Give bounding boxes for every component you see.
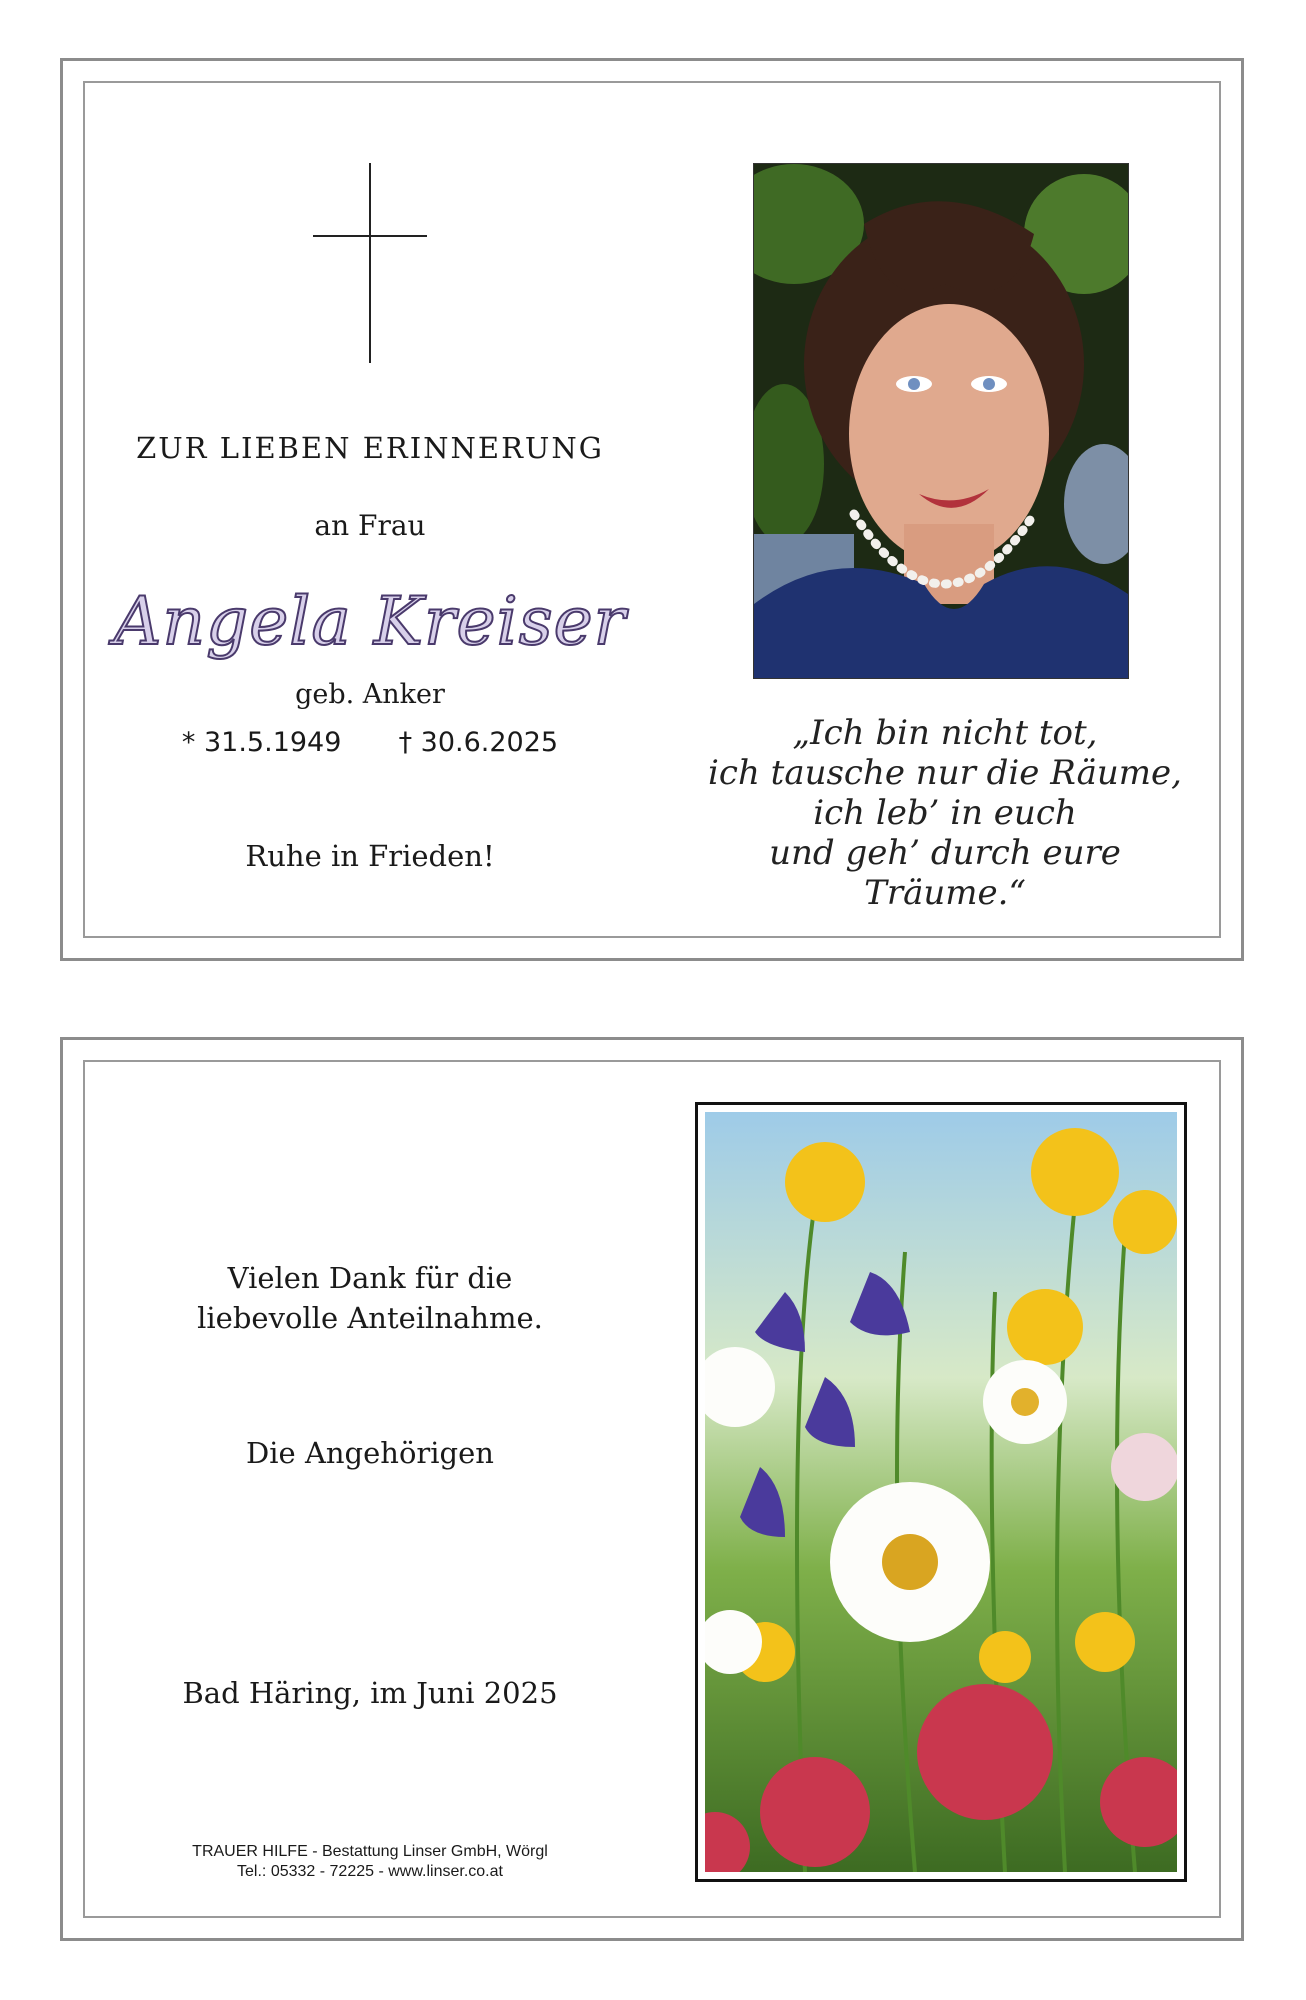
place-date: Bad Häring, im Juni 2025 bbox=[182, 1676, 558, 1710]
intro-text: an Frau bbox=[314, 509, 426, 542]
birth-date: * 31.5.1949 bbox=[181, 727, 342, 758]
quote-line: ich tausche nur die Räume, bbox=[708, 753, 1182, 793]
memorial-heading: ZUR LIEBEN ERINNERUNG bbox=[136, 431, 604, 465]
cross-icon-vertical bbox=[369, 163, 371, 363]
memorial-card-front bbox=[60, 58, 1244, 961]
death-date: † 30.6.2025 bbox=[398, 727, 559, 758]
funeral-home-name: TRAUER HILFE - Bestattung Linser GmbH, Wörgl bbox=[192, 1843, 548, 1860]
thanks-line: liebevolle Anteilnahme. bbox=[197, 1301, 543, 1335]
cross-icon-horizontal bbox=[313, 235, 427, 237]
card-front-inner-border bbox=[83, 81, 1221, 938]
funeral-home-info bbox=[125, 1842, 615, 1882]
quote-line: „Ich bin nicht tot, bbox=[792, 713, 1098, 753]
maiden-name: geb. Anker bbox=[295, 679, 445, 710]
flower-photo bbox=[695, 1102, 1187, 1882]
memorial-quote bbox=[685, 713, 1205, 913]
memorial-card-back bbox=[60, 1037, 1244, 1941]
deceased-name: Angela Kreiser bbox=[113, 583, 627, 660]
funeral-home-contact: Tel.: 05332 - 72225 - www.linser.co.at bbox=[237, 1863, 503, 1880]
portrait-photo bbox=[753, 163, 1129, 679]
card-back-inner-border bbox=[83, 1060, 1221, 1918]
thanks-line: Vielen Dank für die bbox=[227, 1261, 513, 1295]
quote-line: ich leb’ in euch bbox=[813, 793, 1077, 833]
closing-text: Ruhe in Frieden! bbox=[245, 839, 495, 873]
quote-line: und geh’ durch eure Träume.“ bbox=[769, 833, 1121, 913]
life-dates bbox=[125, 727, 615, 758]
thanks-text bbox=[125, 1258, 615, 1338]
family-signature: Die Angehörigen bbox=[246, 1436, 494, 1470]
